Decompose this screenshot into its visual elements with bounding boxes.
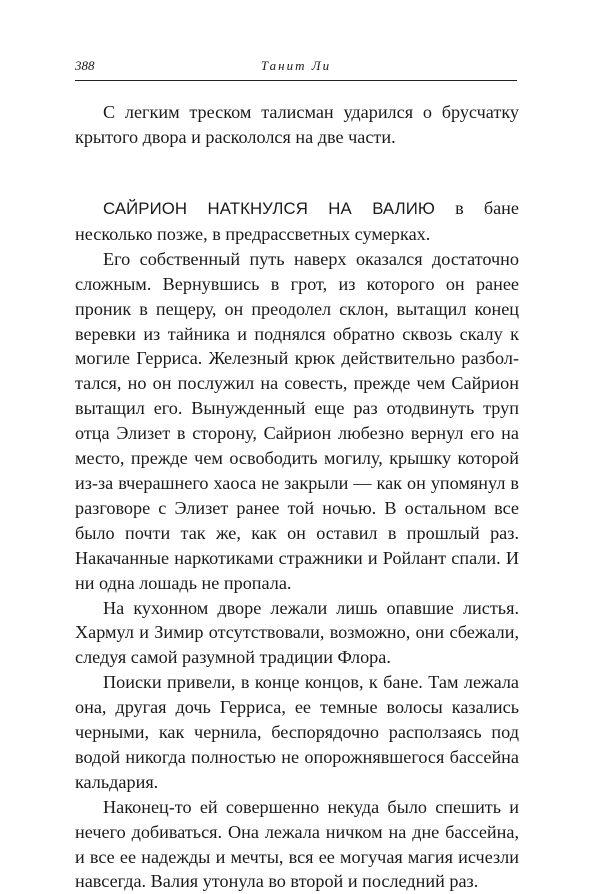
header-rule [75, 80, 517, 81]
text-block-2 [75, 196, 519, 894]
paragraph: Поиски привели, в конце концов, к бане. Там лежала она, другая дочь Герриса, ее темные волосы казались черными, как чернила, беспорядочно расползаясь под водой никогда полностью не опорожнявшегося бассейна кальдария. [75, 672, 519, 792]
paragraph: С легким треском талисман ударился о брусчатку крытого двора и раскололся на две части. [75, 102, 519, 147]
text-block-1 [75, 100, 519, 150]
paragraph: Наконец-то ей совершенно некуда было спешить и нечего добиваться. Она лежала ничком на дне бассейна, и все ее надежды и мечты, вся ее могучая магия исчезли навсегда. Валия утонула во второй и последний раз. [75, 796, 519, 892]
running-head: Танит Ли [260, 58, 332, 73]
page-header [75, 58, 517, 76]
paragraph: На кухонном дворе лежали лишь опавшие листья. Хармул и Зимир отсутствовали, возможно, они сбежали, следуя самой разумной традиции Флора. [75, 597, 519, 668]
page-number: 388 [75, 58, 95, 73]
section-lead-paragraph [75, 196, 519, 247]
section-lead-caps: САЙРИОН НАТКНУЛСЯ НА ВАЛИЮ [103, 199, 435, 218]
section-lead-rest: в бане несколько позже, в предрассветных сумерках. [75, 198, 519, 244]
paragraph: Его собственный путь наверх оказался достаточно сложным. Вернувшись в грот, из которого он ранее проник в пещеру, он преодолел склон, вытащил конец веревки из тайника и поднялся обратно сквозь скалу к могиле Герриса. Железный крюк действительно разболтался, но он послужил на совесть, прежде чем Сайрион вытащил его. Вынужденный еще раз отодвинуть труп отца Элизет в сторону, Сайрион любезно вернул его на место, прежде чем освободить могилу, крышку которой из-за вчерашнего хаоса не закрыли — как он упомянул в разговоре с Элизет ранее той ночью. В остальном все было почти так же, как он оставил в прошлый раз. Накачанные наркотиками стражники и Ройлант спали. И ни одна лошадь не пропала. [75, 248, 519, 593]
